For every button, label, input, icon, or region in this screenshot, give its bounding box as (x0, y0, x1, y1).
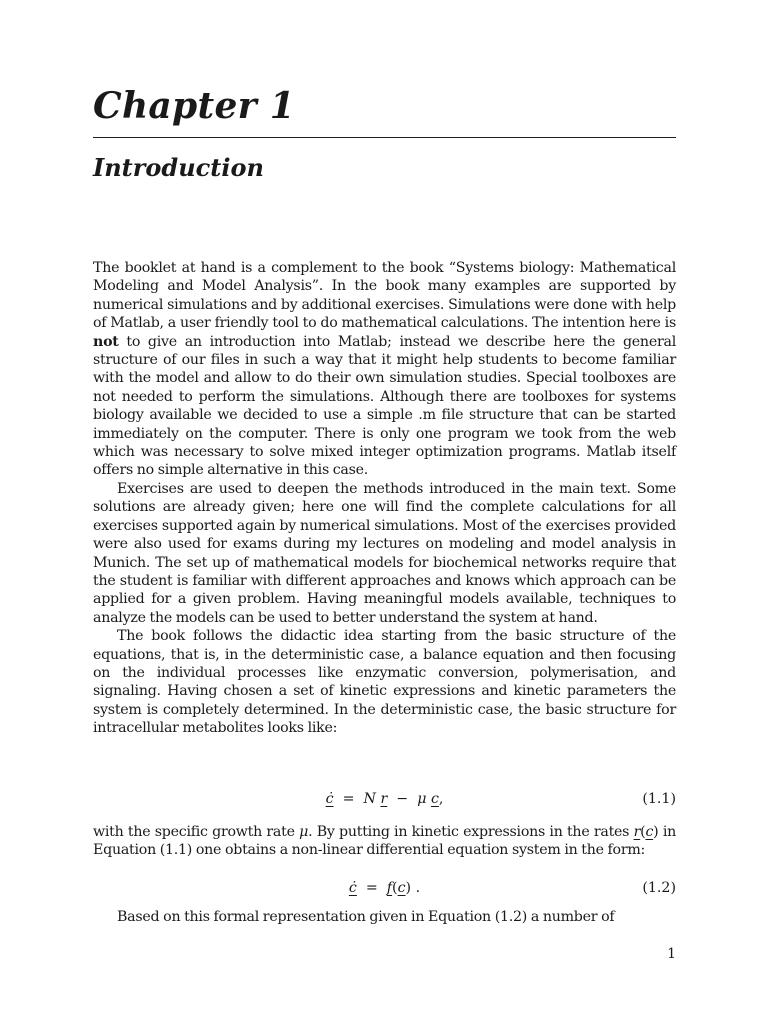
paragraph-2: Exercises are used to deepen the methods introduced in the main text. Some solutions are already given; here one will find the complete calculations for all exercises supported again by numerical simulations. Most of the exercises provided were also used for exams during my lectures on modeling and model analysis in Munich. The set up of mathematical models for biochemical networks require that the student is familiar with different approaches and knows which approach can be applied for a given problem. Having meaningful models available, techniques to analyze the models can be used to better understand the system at hand. (93, 480, 676, 626)
eq1-trail: , (438, 791, 444, 807)
paragraph-4-r: r (633, 824, 641, 840)
eq2-lhs: ċ (348, 880, 357, 896)
intro-text-block (93, 259, 676, 738)
eq1-lhs: ċ (325, 791, 334, 807)
equation-1-2-body: ċ = f(c) . (348, 880, 421, 896)
equation-number-1-1: (1.1) (642, 791, 676, 807)
eq2-equals: = (365, 880, 378, 896)
paragraph-4-c: c (645, 824, 654, 840)
paragraph-4-part-d: in Equation (1.1) one obtains a non-linear differential equation system in the form: (93, 824, 676, 859)
emphasis-not: not (93, 333, 119, 350)
eq1-r: r (380, 791, 388, 807)
eq1-N: N (363, 791, 376, 807)
eq1-mu: μ (417, 791, 427, 807)
equation-number-1-2: (1.2) (642, 880, 676, 896)
paragraph-4-mu: μ (299, 824, 309, 840)
eq1-c: c (430, 791, 439, 807)
section-title: Introduction (93, 153, 264, 182)
eq1-equals: = (342, 791, 355, 807)
paragraph-5: Based on this formal representation given in Equation (1.2) a number of (117, 909, 615, 925)
final-text (93, 908, 676, 926)
eq2-f: f (386, 880, 393, 896)
eq2-trail: . (415, 880, 421, 896)
page-number: 1 (667, 946, 676, 962)
equation-1-1 (93, 788, 676, 810)
paragraph-3: The book follows the didactic idea starting from the basic structure of the equations, that is, in the deterministic case, a balance equation and then focusing on the individual processes like enzymatic conversion, polymerisation, and signaling. Having chosen a set of kinetic expressions and kinetic parameters the system is completely determined. In the deterministic case, the basic structure for intracellular metabolites looks like: (93, 628, 676, 737)
eq1-minus: − (396, 791, 409, 807)
chapter-heading: Chapter 1 (93, 85, 296, 127)
equation-1-2 (93, 877, 676, 899)
paragraph-1 (93, 259, 676, 480)
paragraph-1-part-b: to give an introduction into Matlab; instead we describe here the general structure of our files in such a way that it might help students to become familiar with the model and allow to do their own simulation studies. Special toolboxes are not needed to perform the simulations. Although there are toolboxes for systems biology available we decided to use a simple .m file structure that can be started immediately on the computer. There is only one program we took from the web which was necessary to solve mixed integer optimization programs. Matlab itself offers no simple alternative in this case. (93, 333, 676, 479)
paragraph-1-part-a: The booklet at hand is a complement to the book “Systems biology: Mathematical Modeling and Model Analysis”. In the book many examples are supported by numerical simulations and by additional exercises. Simulations were done with help of Matlab, a user friendly tool to do mathematical calculations. The intention here is (93, 260, 676, 332)
eq2-c: c (397, 880, 406, 896)
post-equation-text (93, 823, 676, 860)
paragraph-4-part-b: . By putting in kinetic expressions in the rates (308, 824, 634, 840)
chapter-rule (93, 137, 676, 138)
paragraph-4: with the specific growth rate μ. By putting in kinetic expressions in the rates r(c) in Equation (1.1) one obtains a non-linear differential equation system in the form: (93, 824, 676, 859)
paragraph-4-part-a: with the specific growth rate (93, 824, 300, 840)
equation-1-1-body (93, 788, 676, 810)
